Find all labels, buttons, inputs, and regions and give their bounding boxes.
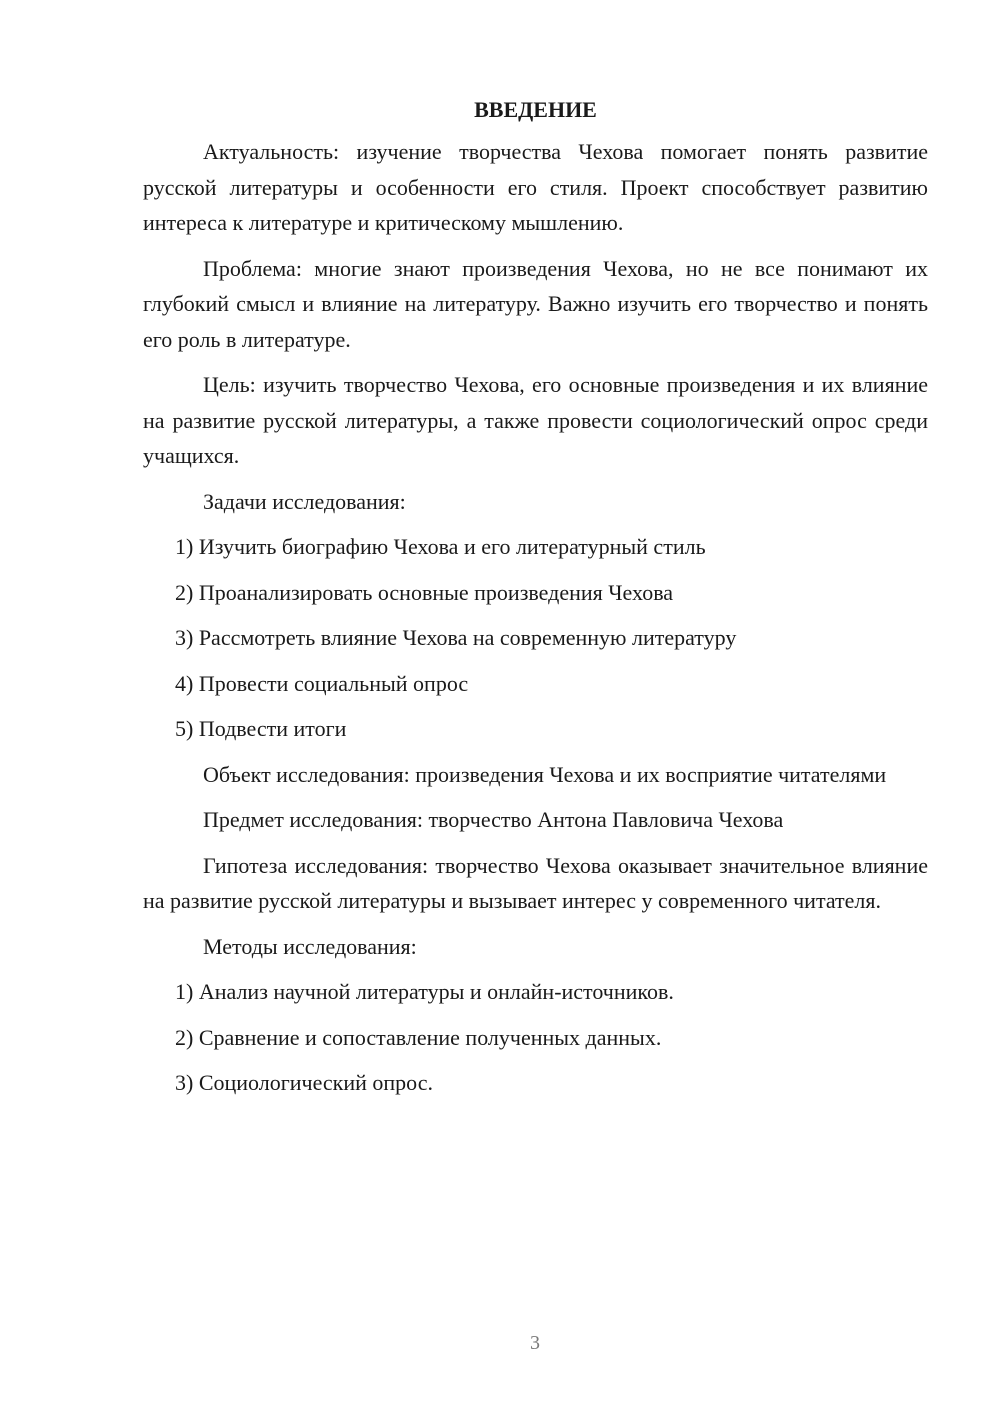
list-item: 2) Проанализировать основные произведения Чехова xyxy=(175,579,674,605)
page-number: 3 xyxy=(530,1332,540,1354)
methods-heading: Методы исследования: xyxy=(203,933,417,959)
list-item: 5) Подвести итоги xyxy=(175,716,347,741)
list-item: 2) Сравнение и сопоставление полученных данных. xyxy=(175,1024,662,1050)
problem-paragraph: Проблема: многие знают произведения Чехова, но не все понимают их глубокий смысл и влияние на литературу. Важно изучить его творчество и понять его роль в литературе. xyxy=(143,255,928,352)
document-page xyxy=(143,92,928,1111)
tasks-heading: Задачи исследования: xyxy=(203,488,406,514)
list-item: 1) Изучить биографию Чехова и его литературный стиль xyxy=(175,534,706,559)
list-item: 4) Провести социальный опрос xyxy=(175,670,469,696)
section-title: ВВЕДЕНИЕ xyxy=(474,97,597,122)
subject-paragraph: Предмет исследования: творчество Антона Павловича Чехова xyxy=(203,807,784,832)
goal-paragraph: Цель: изучить творчество Чехова, его основные произведения и их влияние на развитие русской литературы, а также провести социологический опрос среди учащихся. xyxy=(143,372,928,468)
tasks-list xyxy=(143,529,928,747)
list-item: 3) Социологический опрос. xyxy=(175,1070,433,1095)
hypothesis-paragraph: Гипотеза исследования: творчество Чехова оказывает значительное влияние на развитие русской литературы и вызывает интерес у современного читателя. xyxy=(143,852,928,913)
list-item: 1) Анализ научной литературы и онлайн-источников. xyxy=(175,979,674,1004)
object-paragraph: Объект исследования: произведения Чехова и их восприятие читателями xyxy=(203,761,887,787)
list-item: 3) Рассмотреть влияние Чехова на современную литературу xyxy=(175,625,737,650)
methods-list xyxy=(143,974,928,1101)
relevance-paragraph: Актуальность: изучение творчества Чехова помогает понять развитие русской литературы и особенности его стиля. Проект способствует развитию интереса к литературе и критическому мышлению. xyxy=(143,139,928,235)
